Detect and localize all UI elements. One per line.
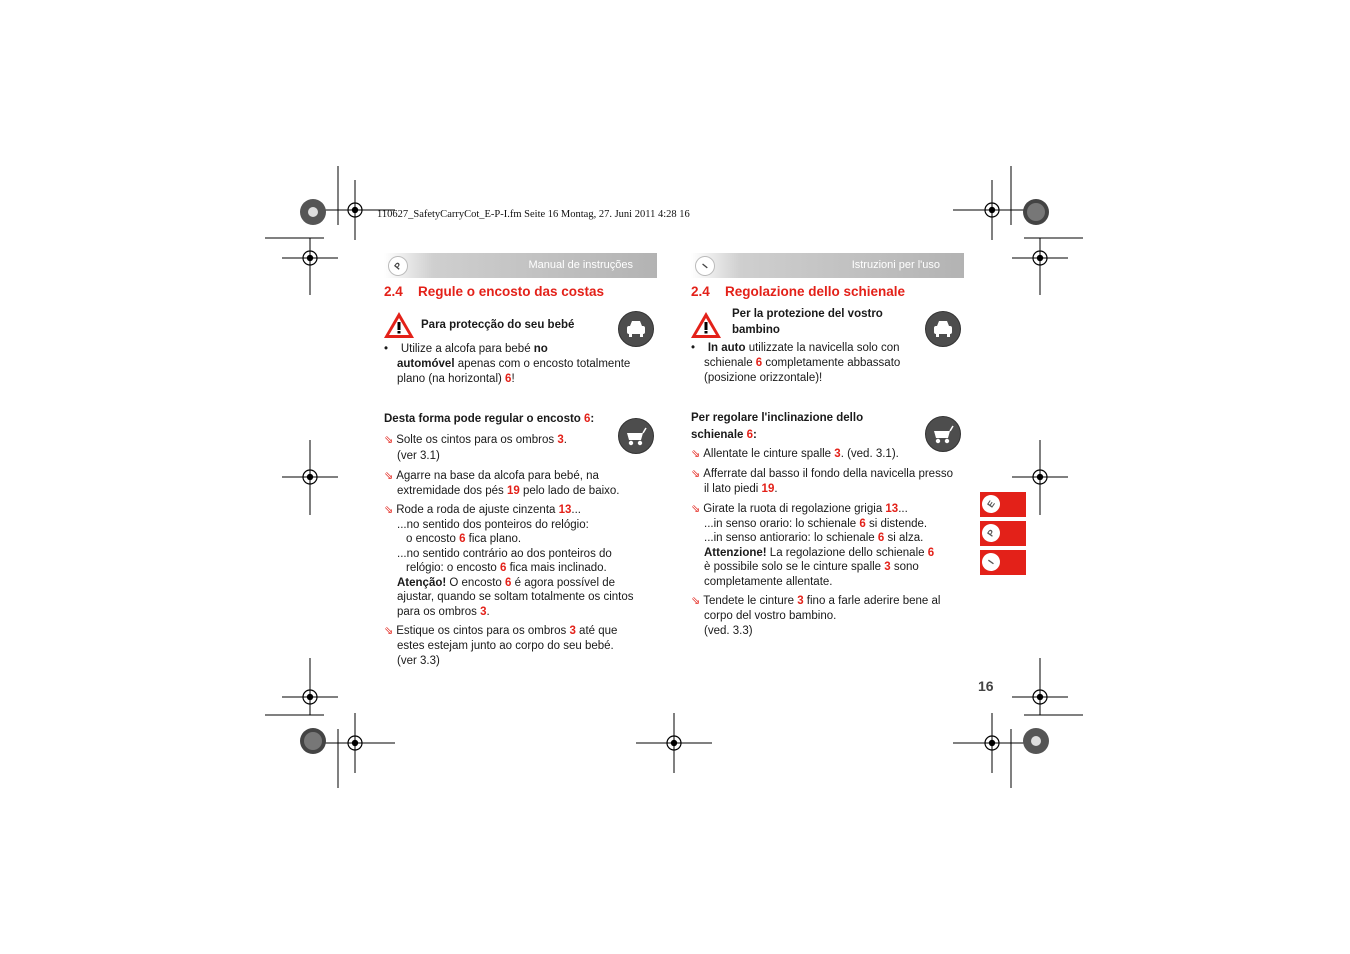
right-bar-title: Istruzioni per l'uso [851,259,940,271]
tab-letter: E [978,491,1003,516]
right-step-4: ⇘ Tendete le cinture 3 fino a farle aderire bene al corpo del vostro bambino. (ved. 3.3) [691,595,941,637]
file-info-line: 110627_SafetyCarryCot_E-P-I.fm Seite 16 Montag, 27. Juni 2011 4:28 16 [377,209,690,220]
tab-letter: P [978,520,1003,545]
left-bar-title: Manual de instruções [528,259,633,271]
language-letter: I [691,252,719,280]
left-step-4: ⇘ Estique os cintos para os ombros 3 até que estes estejam junto ao corpo do seu bebé. (ver 3.3) [384,625,618,667]
warning-triangle-icon [383,311,415,339]
left-section-heading: 2.4 Regule o encosto das costas [384,284,605,299]
page-number: 16 [978,678,994,694]
right-car-paragraph: • In auto utilizzate la navicella solo con schienale 6 completamente abbassato (posizione orizzontale)! [691,342,901,384]
left-car-paragraph: • Utilize a alcofa para bebé no automóvel apenas com o encosto totalmente plano (na horizontal) 6! [384,343,631,385]
right-sub-heading: Per regolare l'inclinazione dello schienale 6: [691,412,864,441]
right-warning-title: Per la protezione del vostro bambino [732,308,883,336]
right-step-2: ⇘ Afferrate dal basso il fondo della navicella presso il lato piedi 19. [691,468,953,495]
right-step-3: ⇘ Girate la ruota di regolazione grigia 13... ...in senso orario: lo schienale 6 si distende. ...in senso antiorario: lo schienale 6 si alza. Attenzione! La regolazione dello schienale 6 è possibile solo se le cinture spalle 3 sono completamente allentate. [691,503,935,588]
language-tab-e[interactable] [980,492,1026,517]
right-header-bar [691,253,964,278]
tab-letter: I [978,549,1003,574]
left-step-2: ⇘ Agarre na base da alcofa para bebé, na extremidade dos pés 19 pelo lado de baixo. [384,470,620,497]
left-header-bar [384,253,657,278]
language-tab-p[interactable] [980,521,1026,546]
left-step-3: ⇘ Rode a roda de ajuste cinzenta 13... ...no sentido dos ponteiros do relógio: o encosto 6 fica plano. ...no sentido contrário ao dos ponteiros do relógio: o encosto 6 fica mais inclinado. Atenção! O encosto 6 é agora possível de ajustar, quando se soltam totalmente os cintos para os ombros 3. [384,504,634,618]
left-step-1: ⇘ Solte os cintos para os ombros 3. (ver 3.1) [384,434,567,462]
right-section-heading: 2.4 Regolazione dello schienale [691,284,906,299]
right-step-1: ⇘ Allentate le cinture spalle 3. (ved. 3.1). [691,448,899,460]
left-sub-heading: Desta forma pode regular o encosto 6: [384,413,595,425]
warning-triangle-icon [690,311,722,339]
language-tab-i[interactable] [980,550,1026,575]
left-warning-title: Para protecção do seu bebé [421,319,575,331]
language-letter: P [384,252,412,280]
